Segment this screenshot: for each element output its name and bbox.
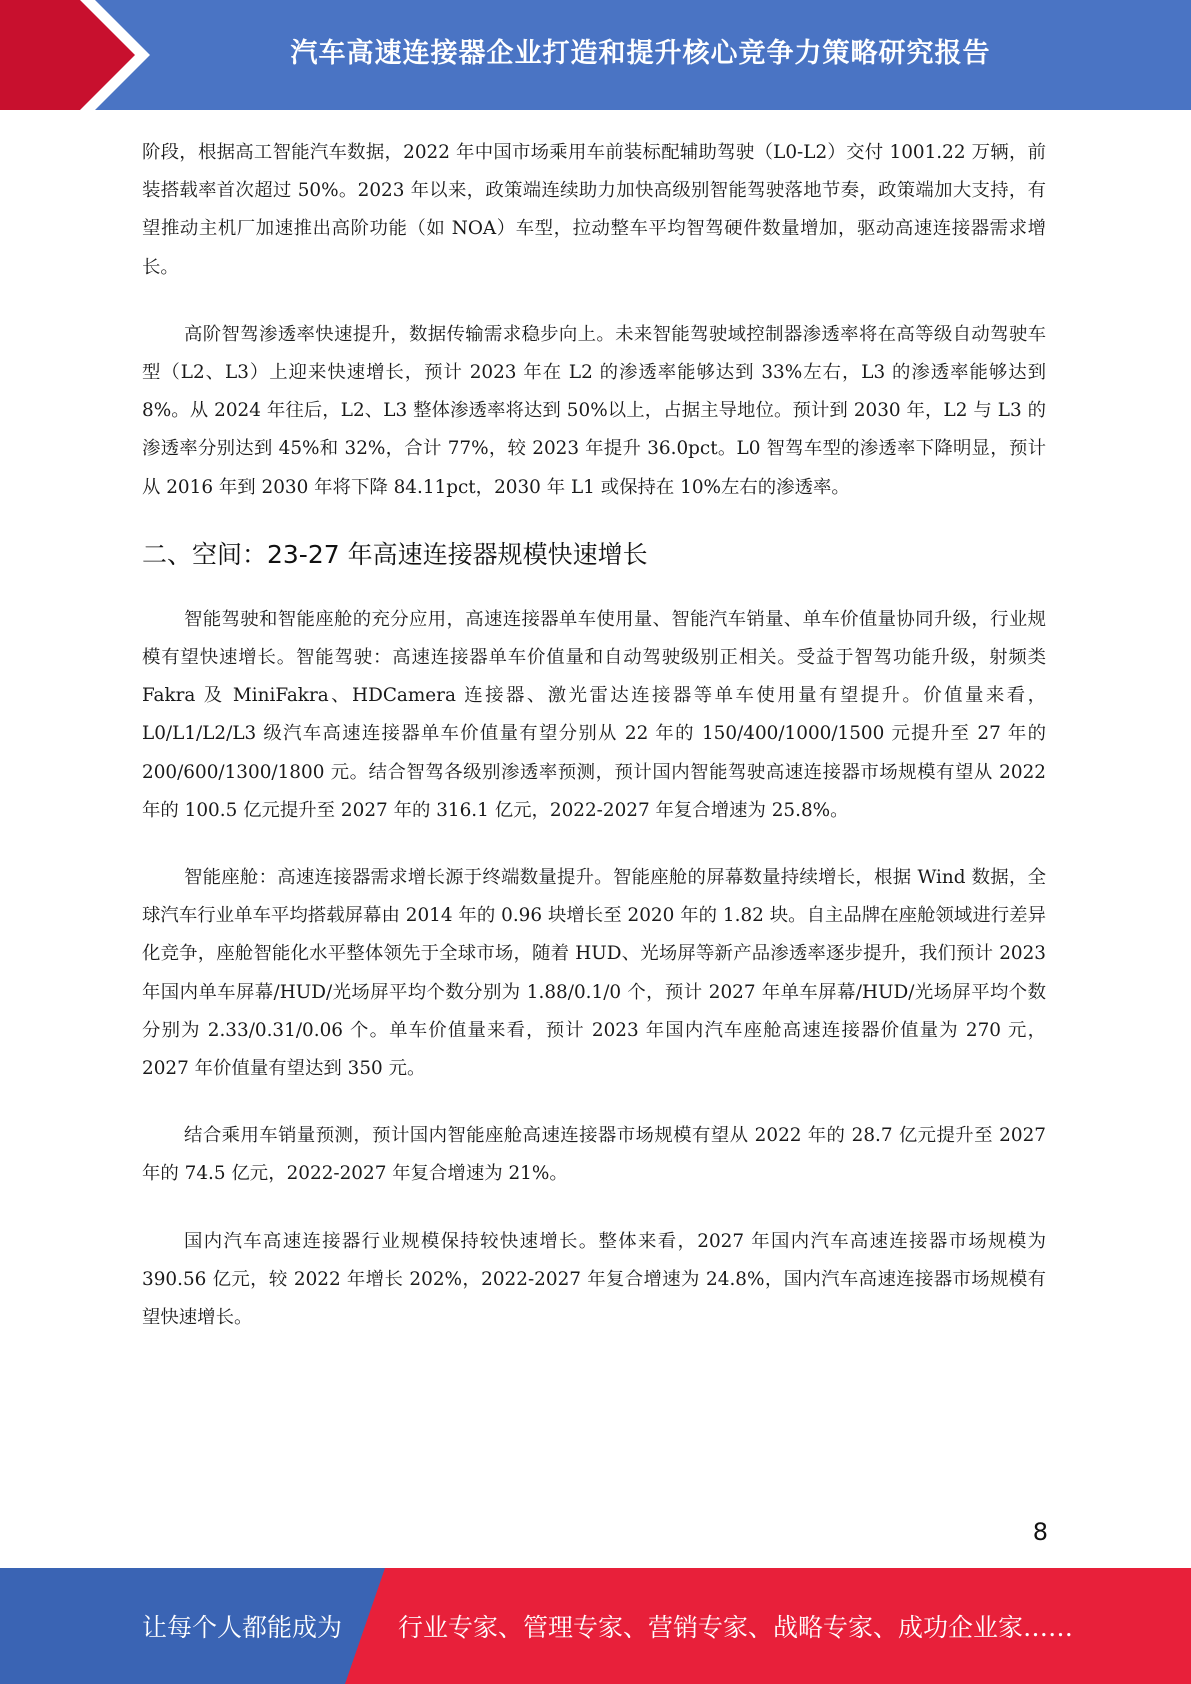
paragraph: 国内汽车高速连接器行业规模保持较快速增长。整体来看，2027 年国内汽车高速连接器市场规模为 390.56 亿元，较 2022 年增长 202%，2022-2027 年复合增速为 24.8%，国内汽车高速连接器市场规模有望快速增长。 [142,1230,1046,1329]
paragraph: 结合乘用车销量预测，预计国内智能座舱高速连接器市场规模有望从 2022 年的 28.7 亿元提升至 2027 年的 74.5 亿元，2022-2027 年复合增速为 21%。 [142,1125,1046,1185]
page-footer [0,1568,1191,1684]
footer-slogan-right: 行业专家、管理专家、营销专家、战略专家、成功企业家…… [398,1613,1074,1642]
report-title: 汽车高速连接器企业打造和提升核心竞争力策略研究报告 [290,37,991,69]
section-heading: 二、空间：23-27 年高速连接器规模快速增长 [142,539,648,569]
main-content [142,134,1046,1337]
page-number: 8 [1032,1518,1048,1546]
header-arrow-icon [0,0,160,110]
footer-slogan-left: 让每个人都能成为 [142,1613,343,1642]
paragraph: 高阶智驾渗透率快速提升，数据传输需求稳步向上。未来智能驾驶域控制器渗透率将在高等级自动驾驶车型（L2、L3）上迎来快速增长，预计 2023 年在 L2 的渗透率能够达到 33%左右，L3 的渗透率能够达到 8%。从 2024 年往后，L2、L3 整体渗透率将达到 50%以上，占据主导地位。预计到 2030 年，L2 与 L3 的渗透率分别达到 45%和 32%，合计 77%，较 2023 年提升 36.0pct。L0 智驾车型的渗透率下降明显，预计从 2016 年到 2030 年将下降 84.11pct，2030 年 L1 或保持在 10%左右的渗透率。 [142,323,1046,498]
paragraph: 智能座舱：高速连接器需求增长源于终端数量提升。智能座舱的屏幕数量持续增长，根据 Wind 数据，全球汽车行业单车平均搭载屏幕由 2014 年的 0.96 块增长至 2020 年的 1.82 块。自主品牌在座舱领域进行差异化竞争，座舱智能化水平整体领先于全球市场，随着 HUD、光场屏等新产品渗透率逐步提升，我们预计 2023 年国内单车屏幕/HUD/光场屏平均个数分别为 1.88/0.1/0 个，预计 2027 年单车屏幕/HUD/光场屏平均个数分别为 2.33/0.31/0.06 个。单车价值量来看，预计 2023 年国内汽车座舱高速连接器价值量为 270 元，2027 年价值量有望达到 350 元。 [142,867,1046,1080]
paragraph: 智能驾驶和智能座舱的充分应用，高速连接器单车使用量、智能汽车销量、单车价值量协同升级，行业规模有望快速增长。智能驾驶：高速连接器单车价值量和自动驾驶级别正相关。受益于智驾功能升级，射频类 Fakra 及 MiniFakra、HDCamera 连接器、激光雷达连接器等单车使用量有望提升。价值量来看，L0/L1/L2/L3 级汽车高速连接器单车价值量有望分别从 22 年的 150/400/1000/1500 元提升至 27 年的 200/600/1300/1800 元。结合智驾各级别渗透率预测，预计国内智能驾驶高速连接器市场规模有望从 2022 年的 100.5 亿元提升至 2027 年的 316.1 亿元，2022-2027 年复合增速为 25.8%。 [142,608,1046,821]
paragraph: 阶段，根据高工智能汽车数据，2022 年中国市场乘用车前装标配辅助驾驶（L0-L2）交付 1001.22 万辆，前装搭载率首次超过 50%。2023 年以来，政策端连续助力加快高级别智能驾驶落地节奏，政策端加大支持，有望推动主机厂加速推出高阶功能（如 NOA）车型，拉动整车平均智驾硬件数量增加，驱动高速连接器需求增长。 [142,142,1046,278]
page-header [0,0,1191,110]
